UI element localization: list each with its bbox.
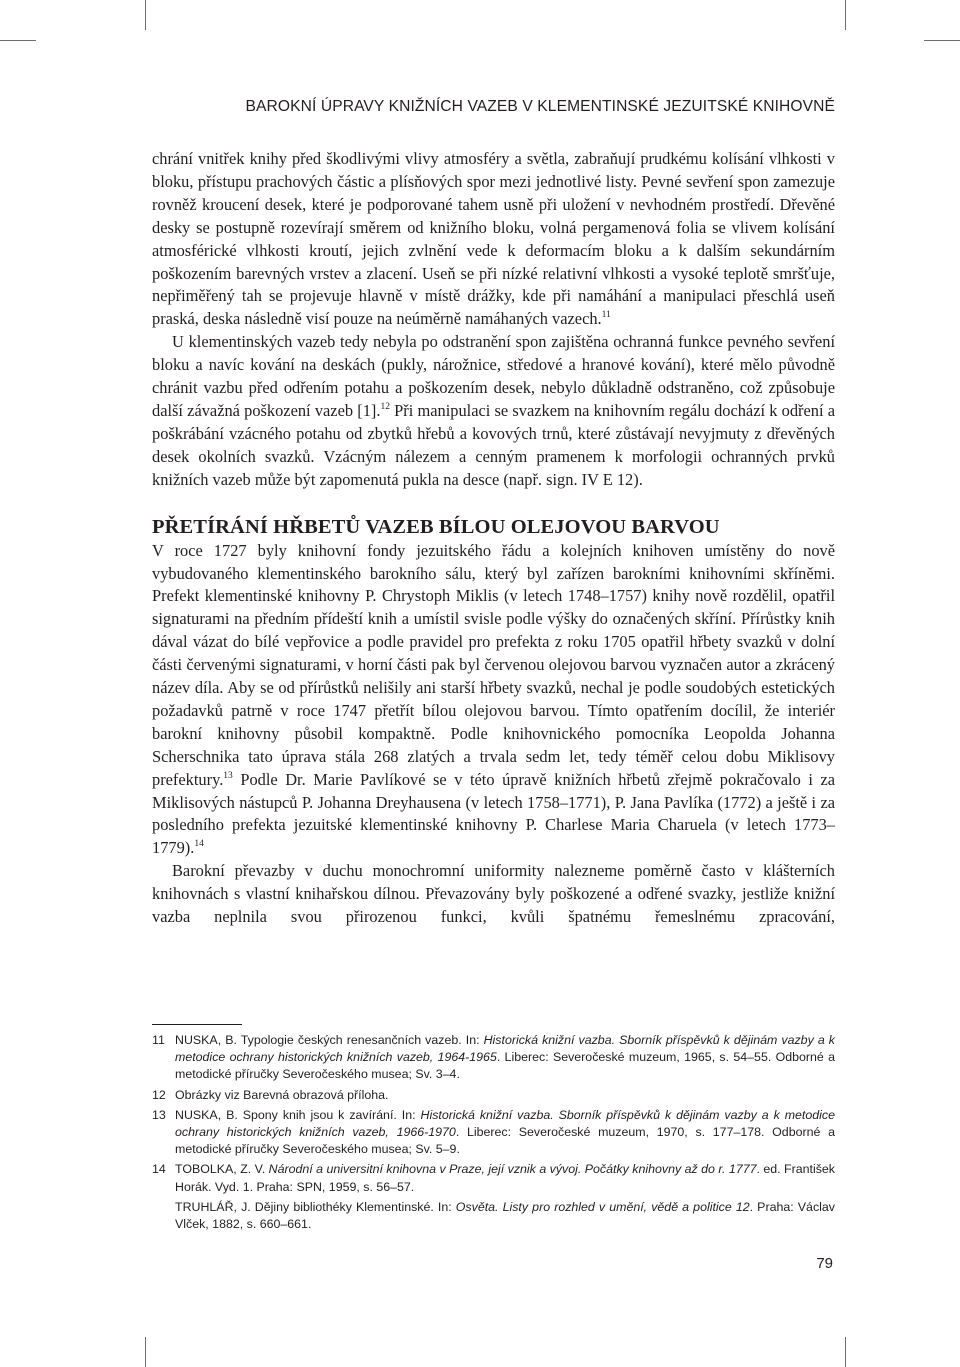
footnote-text-part: TRUHLÁŘ, J. Dějiny bibliothéky Klementinské. In: — [175, 1199, 456, 1214]
footnote — [152, 1087, 835, 1104]
footnote-rule — [152, 1024, 242, 1025]
footnote-title: Historická knižní vazba. Sborník příspěvků k dějinám vazby a k metodice ochrany historických knižních vazeb, 1964-1965 — [175, 1033, 835, 1065]
paragraph-text: Podle Dr. Marie Pavlíkové se v této úpravě knižních hřbetů zřejmě pokračovalo i za Miklisových nástupců P. Johanna Dreyhausena (v letech 1758–1771), P. Jana Pavlíka (1772) a ještě i za posledního prefekta jezuitské klementinské knihovny P. Charlese Maria Charuela (v letech 1773–1779). — [152, 769, 835, 858]
footnote — [152, 1161, 835, 1195]
footnote-ref[interactable]: 13 — [223, 770, 233, 781]
footnote-number — [152, 1199, 175, 1233]
footnote-number: 12 — [152, 1087, 166, 1102]
paragraph — [152, 331, 835, 491]
footnote-text-part: Obrázky viz Barevná obrazová příloha. — [175, 1087, 389, 1102]
footnote-ref[interactable]: 14 — [194, 839, 204, 850]
footnote-text-part: . Liberec: Severočeské muzeum, 1970, s. 177–178. Odborné a metodické příručky Severočeského musea; Sv. 5–9. — [175, 1125, 835, 1157]
footnote-text — [175, 1161, 835, 1195]
footnote-number: 14 — [152, 1162, 166, 1177]
footnote-text — [175, 1032, 835, 1084]
footnotes — [152, 1032, 835, 1236]
footnote-text — [175, 1107, 835, 1159]
crop-mark-left-top — [0, 40, 36, 41]
footnote-title: Historická knižní vazba. Sborník příspěvků k dějinám vazby a k metodice ochrany historických knižních vazeb, 1966-1970 — [175, 1107, 835, 1140]
crop-mark-right-top — [924, 40, 960, 41]
paragraph — [152, 540, 835, 861]
footnote-text-part: . Liberec: Severočeské muzeum, 1965, s. 54–55. Odborné a metodické příručky Severočeského musea; Sv. 3–4. — [175, 1050, 835, 1082]
section-heading: PŘETÍRÁNÍ HŘBETŮ VAZEB BÍLOU OLEJOVOU BARVOU — [152, 515, 720, 538]
paragraph — [152, 860, 835, 929]
crop-mark-top-right — [845, 0, 846, 30]
footnote-title: Osvěta. Listy pro rozhled v umění, vědě a politice 12 — [455, 1199, 750, 1214]
footnote-text-part: . ed. František Horák. Vyd. 1. Praha: SPN, 1959, s. 56–57. — [175, 1162, 836, 1194]
footnote-ref[interactable]: 12 — [380, 401, 390, 412]
footnote-text-part: . Praha: Václav Vlček, 1882, s. 660–661. — [175, 1199, 835, 1232]
footnote-title: Národní a universitní knihovna v Praze, její vznik a vývoj. Počátky knihovny až do r. 1777 — [268, 1162, 757, 1177]
footnote-text-part: NUSKA, B. Typologie českých renesančních vazeb. In: — [175, 1033, 484, 1047]
footnote-text-part: NUSKA, B. Spony knih jsou k zavírání. In: — [175, 1107, 421, 1122]
paragraph-text: chrání vnitřek knihy před škodlivými vlivy atmosféry a světla, zabraňují prudkému kolísání vlhkosti v bloku, přístupu prachových částic a plísňových spor mezi jednotlivé listy. Pevné sevření spon zamezuje rovněž kroucení desek, které je podporované tahem usně při uložení v nevhodném prostředí. Dřevěné desky se postupně rozevírají směrem od knižního bloku, volná pergamenová folia se vlivem kolísání atmosférické vlhkosti kroutí, jejich zvlnění vede k deformacím bloku a k dalším sekundárním poškozením barevných vrstev a zlacení. Useň se při nízké relativní vlhkosti a vysoké teplotě smršťuje, nepřiměřený tah se projevuje hlavně v místě drážky, kde při namáhání a manipulaci přeschlá useň praská, deska následně visí pouze na neúměrně namáhaných vazech. — [152, 149, 835, 329]
footnote-number: 11 — [152, 1033, 165, 1047]
crop-mark-bottom-left — [145, 1337, 146, 1367]
footnote-text — [175, 1199, 835, 1233]
paragraph-text: Barokní převazby v duchu monochromní uniformity nalezneme poměrně často v klášterních knihovnách s vlastní knihařskou dílnou. Převazovány byly poškozené a odřené svazky, jestliže knižní vazba neplnila svou přirozenou funkci, kvůli špatnému řemeslnému zpracování, — [152, 861, 835, 927]
paragraph-text: V roce 1727 byly knihovní fondy jezuitského řádu a kolejních knihoven umístěny do nově vybudovaného klementinského barokního sálu, který byl zařízen barokními knihovními skříněmi. Prefekt klementinské knihovny P. Chrystoph Miklis (v letech 1748–1757) knihy nově rozdělil, opatřil signaturami na předním přídeští knih a umístil svisle podle výšky do označených skříní. Přírůstky knih dával vázat do bílé vepřovice a podle pravidel pro prefekta z roku 1705 opatřil hřbety svazků v dolní části červenými signaturami, v horní části pak byl červenou olejovou barvou vyznačen autor a zkrácený název díla. Aby se od přírůstků nelišily ani starší hřbety svazků, nechal je podle soudobých estetických požadavků patrně v roce 1747 přetřít bílou olejovou barvou. Tímto opatřením docílil, že interiér barokní knihovny působil kompaktně. Podle knihovnického pomocníka Leopolda Johanna Scherschnika tato úprava stála 268 zlatých a trvala sedm let, tedy téměř celou dobu Miklisovy prefektury. — [152, 540, 835, 789]
page-number: 79 — [816, 1255, 833, 1272]
paragraph-text: U klementinských vazeb tedy nebyla po odstranění spon zajištěna ochranná funkce pevného sevření bloku a navíc kování na deskách (pukly, nárožnice, středové a hranové kování), které mělo původně chránit vazbu před odřením potahu a poškozením desek, nebylo důkladně odstraněno, což způsobuje další závažná poškození vazeb [1]. — [152, 332, 835, 420]
crop-mark-bottom-right — [845, 1337, 846, 1367]
footnote-text — [175, 1087, 835, 1104]
running-head: BAROKNÍ ÚPRAVY KNIŽNÍCH VAZEB V KLEMENTINSKÉ JEZUITSKÉ KNIHOVNĚ — [245, 98, 835, 115]
paragraph — [152, 148, 835, 331]
footnote — [152, 1199, 835, 1233]
footnote-ref[interactable]: 11 — [601, 310, 611, 321]
footnote — [152, 1032, 835, 1084]
footnote-text-part: TOBOLKA, Z. V. — [175, 1162, 269, 1177]
paragraph-text: Při manipulaci se svazkem na knihovním regálu dochází k odření a poškrábání vzácného potahu od zbytků hřebů a kovových trnů, které zůstávají nevyjmuty z dřevěných desek okolních svazků. Vzácným nálezem a cenným pramenem k morfologii ochranných prvků knižních vazeb může být zapomenutá pukla na desce (např. sign. IV E 12). — [152, 400, 836, 489]
footnote-number: 13 — [152, 1107, 166, 1122]
crop-mark-top-left — [145, 0, 146, 30]
body-text — [152, 148, 835, 929]
footnote — [152, 1107, 835, 1159]
